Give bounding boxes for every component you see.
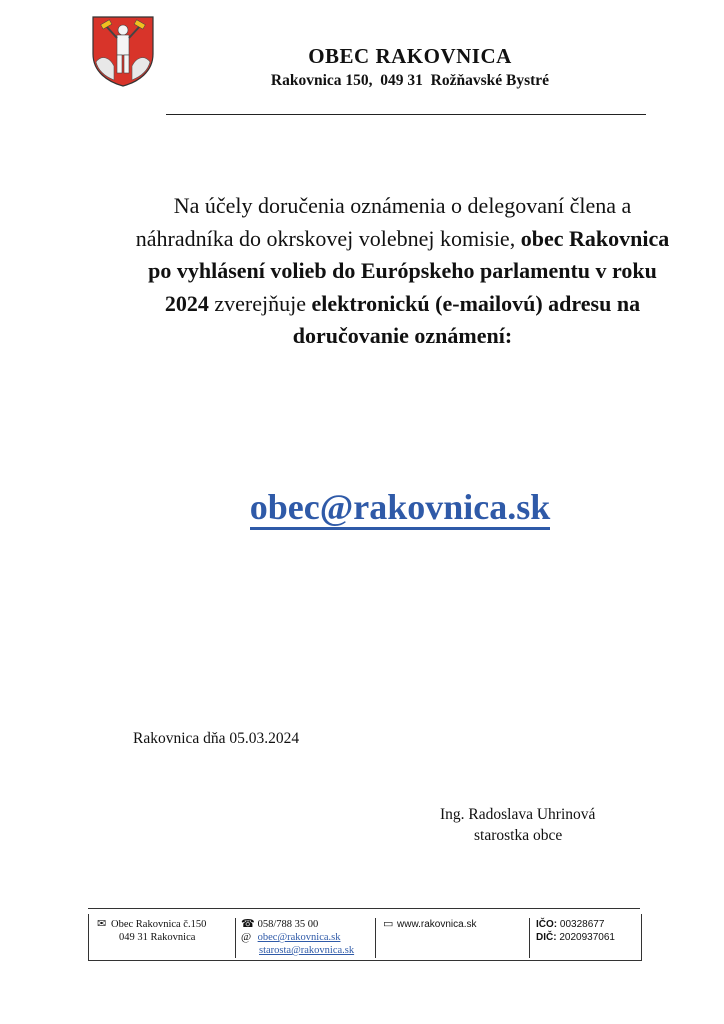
- signature-block: [440, 804, 625, 846]
- footer-email-starosta[interactable]: starosta@rakovnica.sk: [259, 945, 355, 956]
- signer-name: Ing. Radoslava Uhrinová: [440, 806, 596, 823]
- notice-text: [130, 190, 675, 353]
- ico-value: 00328677: [557, 919, 605, 930]
- header-divider: [166, 114, 646, 115]
- notice-bold-1: obec Rakovnica po vyhlásení volieb do Európskeho parlamentu v roku 2024: [148, 225, 670, 316]
- coat-of-arms-icon: [90, 14, 156, 88]
- footer-separator: [529, 918, 530, 958]
- footer-separator: [235, 918, 236, 958]
- dateline: Rakovnica dňa 05.03.2024: [133, 730, 300, 747]
- footer-contact: [241, 918, 354, 957]
- footer-address-line-2: 049 31 Rakovnica: [119, 932, 196, 943]
- signer-title: starostka obce: [474, 827, 563, 844]
- footer-email-obec[interactable]: obec@rakovnica.sk: [257, 932, 341, 943]
- footer-address-line-1: Obec Rakovnica č.150: [111, 919, 207, 930]
- contact-email-text[interactable]: obec@rakovnica.sk: [250, 487, 551, 530]
- dic-value: 2020937061: [556, 932, 615, 943]
- notice-bold-2: elektronickú (e-mailovú) adresu na doručovanie oznámení:: [292, 290, 641, 348]
- footer-separator: [375, 918, 376, 958]
- footer-divider: [88, 908, 640, 909]
- footer-web-link[interactable]: www.rakovnica.sk: [397, 919, 477, 930]
- at-icon: @: [241, 931, 252, 943]
- contact-email-link[interactable]: [140, 486, 660, 528]
- dic-label: DIČ:: [536, 932, 557, 943]
- ico-label: IČO:: [536, 919, 558, 930]
- footer-ids: [536, 918, 615, 944]
- organization-name: OBEC RAKOVNICA: [308, 44, 512, 68]
- computer-icon: ▭: [383, 918, 394, 930]
- organization-address: Rakovnica 150, 049 31 Rožňavské Bystré: [270, 72, 550, 89]
- telephone-icon: ☎: [241, 918, 255, 930]
- envelope-icon: ✉: [97, 918, 107, 930]
- notice-part-2: zverejňuje: [208, 290, 312, 316]
- footer: [88, 914, 642, 961]
- footer-address: [97, 918, 206, 944]
- notice-part-1: Na účely doručenia oznámenia o delegovaní člena a náhradníka do okrskovej volebnej komisie,: [135, 193, 632, 251]
- footer-web: [383, 918, 476, 931]
- footer-phone: 058/788 35 00: [257, 919, 319, 930]
